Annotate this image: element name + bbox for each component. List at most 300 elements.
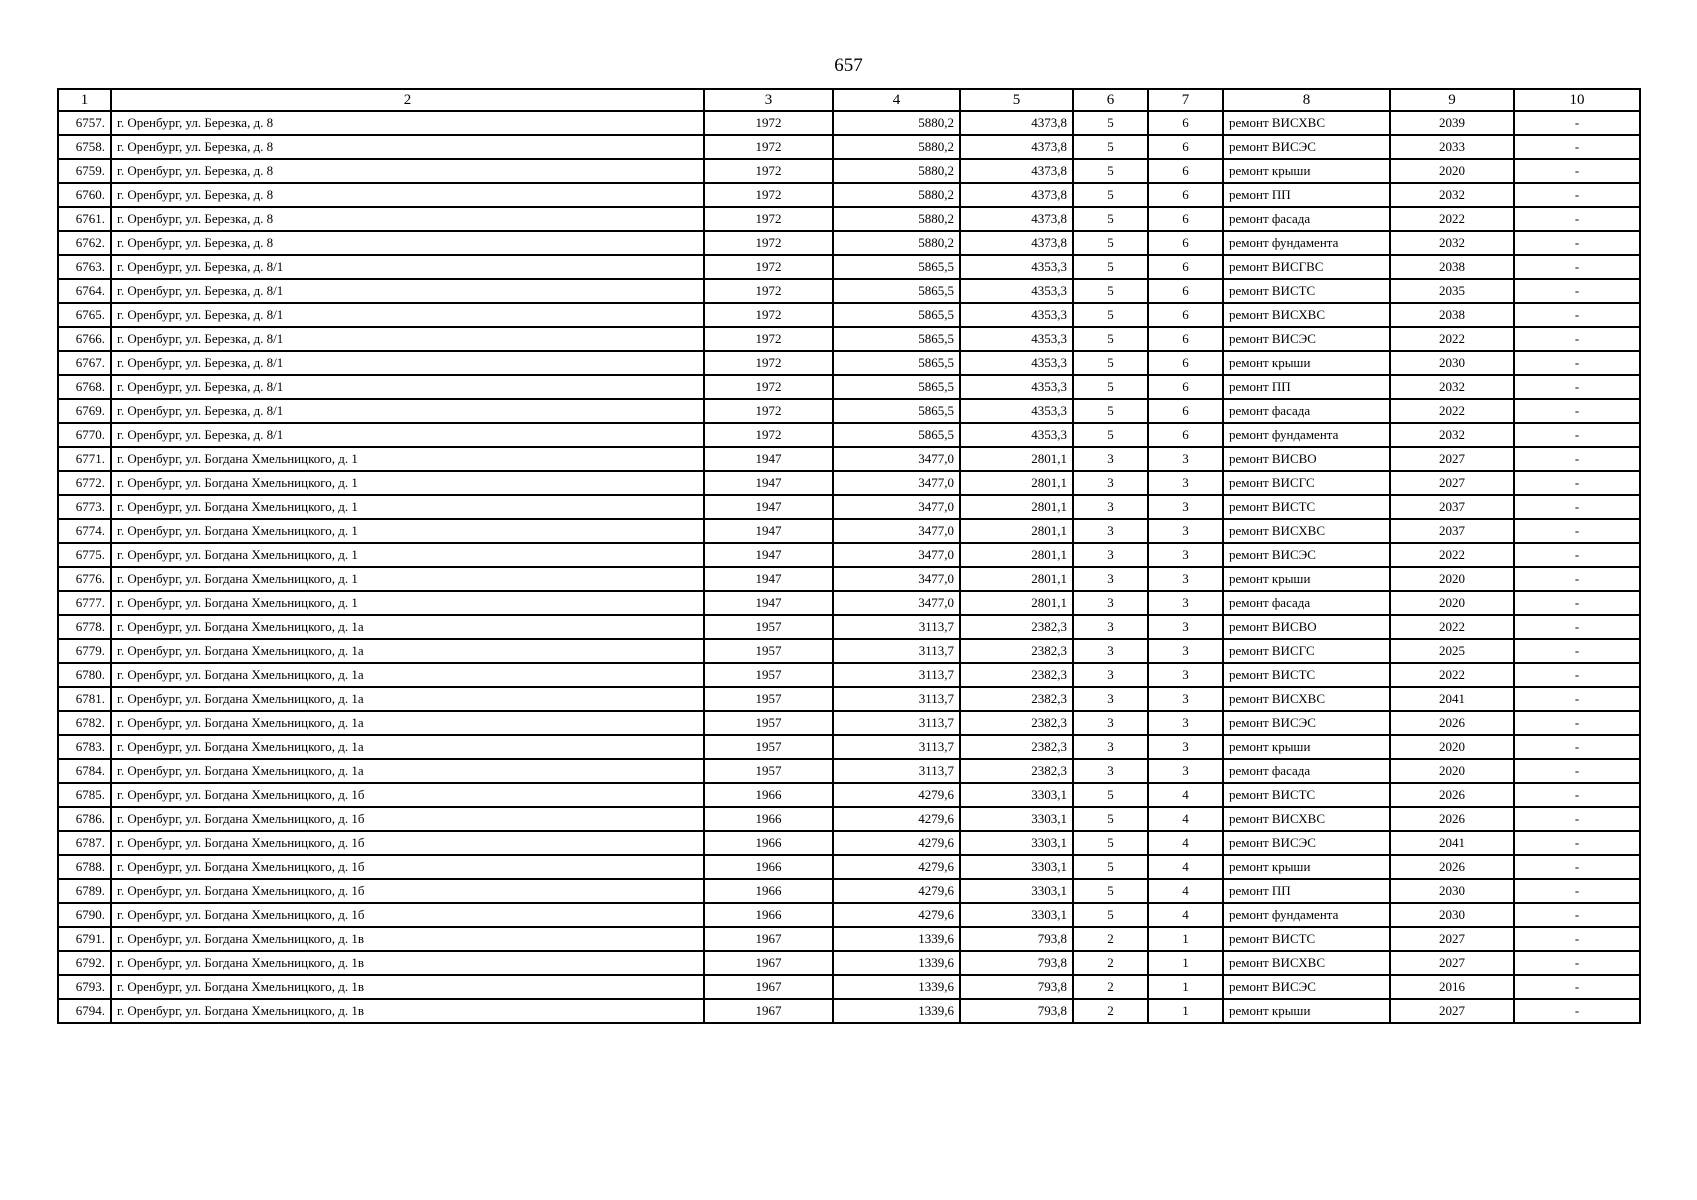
table-cell: 5 xyxy=(1073,351,1148,375)
table-cell: ремонт крыши xyxy=(1223,159,1390,183)
table-cell: 3 xyxy=(1073,615,1148,639)
table-cell: 6773. xyxy=(58,495,111,519)
table-cell: 2027 xyxy=(1390,927,1514,951)
table-cell: 6784. xyxy=(58,759,111,783)
table-cell: 2041 xyxy=(1390,687,1514,711)
table-cell: г. Оренбург, ул. Богдана Хмельницкого, д. 1а xyxy=(111,687,704,711)
table-cell: 6780. xyxy=(58,663,111,687)
table-cell: 6763. xyxy=(58,255,111,279)
table-cell: - xyxy=(1514,975,1640,999)
table-cell: - xyxy=(1514,543,1640,567)
table-cell: 6759. xyxy=(58,159,111,183)
table-cell: - xyxy=(1514,231,1640,255)
table-cell: 5 xyxy=(1073,831,1148,855)
table-cell: 3 xyxy=(1148,663,1223,687)
table-cell: 2382,3 xyxy=(960,711,1073,735)
table-cell: - xyxy=(1514,567,1640,591)
table-row xyxy=(58,351,1640,375)
table-cell: - xyxy=(1514,303,1640,327)
table-cell: 3 xyxy=(1148,495,1223,519)
table-cell: 3 xyxy=(1073,711,1148,735)
table-cell: 3303,1 xyxy=(960,831,1073,855)
table-cell: 5 xyxy=(1073,279,1148,303)
table-cell: г. Оренбург, ул. Березка, д. 8/1 xyxy=(111,375,704,399)
table-cell: 1 xyxy=(1148,927,1223,951)
table-cell: 6761. xyxy=(58,207,111,231)
table-cell: 5 xyxy=(1073,879,1148,903)
table-cell: 1972 xyxy=(704,375,833,399)
table-cell: г. Оренбург, ул. Богдана Хмельницкого, д. 1а xyxy=(111,663,704,687)
table-cell: 3 xyxy=(1148,471,1223,495)
table-cell: 6766. xyxy=(58,327,111,351)
table-row xyxy=(58,783,1640,807)
table-cell: 6 xyxy=(1148,279,1223,303)
table-cell: г. Оренбург, ул. Богдана Хмельницкого, д. 1 xyxy=(111,543,704,567)
table-cell: 1972 xyxy=(704,423,833,447)
table-cell: - xyxy=(1514,711,1640,735)
table-cell: 5865,5 xyxy=(833,327,960,351)
table-cell: 1972 xyxy=(704,111,833,135)
table-cell: 3 xyxy=(1148,543,1223,567)
table-cell: 2038 xyxy=(1390,303,1514,327)
table-cell: 1972 xyxy=(704,207,833,231)
table-cell: 5880,2 xyxy=(833,135,960,159)
table-cell: г. Оренбург, ул. Богдана Хмельницкого, д. 1б xyxy=(111,831,704,855)
table-cell: 2037 xyxy=(1390,519,1514,543)
table-cell: 6786. xyxy=(58,807,111,831)
table-cell: ремонт фундамента xyxy=(1223,231,1390,255)
table-cell: 2801,1 xyxy=(960,447,1073,471)
table-cell: 2037 xyxy=(1390,495,1514,519)
table-cell: г. Оренбург, ул. Богдана Хмельницкого, д. 1а xyxy=(111,735,704,759)
column-header: 6 xyxy=(1073,89,1148,111)
table-cell: ремонт ВИСГС xyxy=(1223,639,1390,663)
table-cell: 6794. xyxy=(58,999,111,1023)
table-cell: 2020 xyxy=(1390,591,1514,615)
table-cell: ремонт фасада xyxy=(1223,399,1390,423)
table-cell: 6757. xyxy=(58,111,111,135)
page-number: 657 xyxy=(834,55,863,76)
table-cell: - xyxy=(1514,879,1640,903)
table-cell: 3 xyxy=(1073,447,1148,471)
table-cell: ремонт ВИСЭС xyxy=(1223,327,1390,351)
table-row xyxy=(58,999,1640,1023)
table-cell: 1 xyxy=(1148,951,1223,975)
table-cell: ремонт ВИСВО xyxy=(1223,447,1390,471)
table-cell: ремонт крыши xyxy=(1223,999,1390,1023)
table-cell: 1972 xyxy=(704,399,833,423)
table-cell: г. Оренбург, ул. Богдана Хмельницкого, д. 1а xyxy=(111,639,704,663)
table-cell: 3477,0 xyxy=(833,447,960,471)
table-cell: - xyxy=(1514,471,1640,495)
table-cell: 1339,6 xyxy=(833,975,960,999)
table-cell: - xyxy=(1514,255,1640,279)
table-cell: ремонт ВИСТС xyxy=(1223,783,1390,807)
table-cell: г. Оренбург, ул. Березка, д. 8 xyxy=(111,111,704,135)
table-cell: 2 xyxy=(1073,975,1148,999)
table-cell: 6775. xyxy=(58,543,111,567)
table-cell: ремонт фасада xyxy=(1223,591,1390,615)
table-cell: 2382,3 xyxy=(960,663,1073,687)
table-cell: 3 xyxy=(1148,615,1223,639)
table-cell: 5880,2 xyxy=(833,111,960,135)
table-cell: 3477,0 xyxy=(833,495,960,519)
table-row xyxy=(58,903,1640,927)
table-cell: 1 xyxy=(1148,999,1223,1023)
table-cell: 6 xyxy=(1148,231,1223,255)
table-cell: 1972 xyxy=(704,303,833,327)
table-cell: г. Оренбург, ул. Богдана Хмельницкого, д. 1а xyxy=(111,711,704,735)
table-cell: 4353,3 xyxy=(960,423,1073,447)
table-cell: 6783. xyxy=(58,735,111,759)
table-cell: ремонт ВИСХВС xyxy=(1223,519,1390,543)
table-cell: 1947 xyxy=(704,471,833,495)
table-cell: 3113,7 xyxy=(833,711,960,735)
table-cell: 5 xyxy=(1073,159,1148,183)
table-cell: 3 xyxy=(1073,591,1148,615)
table-cell: 2026 xyxy=(1390,855,1514,879)
table-cell: 3 xyxy=(1148,567,1223,591)
table-cell: 5865,5 xyxy=(833,399,960,423)
table-cell: 1947 xyxy=(704,495,833,519)
table-cell: 4373,8 xyxy=(960,135,1073,159)
table-cell: 1972 xyxy=(704,279,833,303)
table-cell: 2801,1 xyxy=(960,495,1073,519)
table-cell: г. Оренбург, ул. Богдана Хмельницкого, д. 1 xyxy=(111,519,704,543)
column-header: 3 xyxy=(704,89,833,111)
table-cell: 2801,1 xyxy=(960,543,1073,567)
table-cell: 1972 xyxy=(704,135,833,159)
table-cell: 1966 xyxy=(704,879,833,903)
table-row xyxy=(58,807,1640,831)
table-cell: 6 xyxy=(1148,207,1223,231)
table-cell: ремонт крыши xyxy=(1223,855,1390,879)
table-cell: г. Оренбург, ул. Березка, д. 8 xyxy=(111,159,704,183)
table-cell: 3 xyxy=(1073,519,1148,543)
table-cell: 5880,2 xyxy=(833,231,960,255)
table-cell: 2032 xyxy=(1390,231,1514,255)
column-header: 5 xyxy=(960,89,1073,111)
table-cell: 2382,3 xyxy=(960,615,1073,639)
table-cell: 3303,1 xyxy=(960,879,1073,903)
table-cell: 4279,6 xyxy=(833,783,960,807)
table-cell: ремонт ВИСТС xyxy=(1223,495,1390,519)
table-cell: 1339,6 xyxy=(833,999,960,1023)
table-cell: 5 xyxy=(1073,111,1148,135)
table-cell: 5 xyxy=(1073,255,1148,279)
table-row xyxy=(58,159,1640,183)
table-cell: 2382,3 xyxy=(960,759,1073,783)
table-cell: 4373,8 xyxy=(960,111,1073,135)
table-cell: 6760. xyxy=(58,183,111,207)
table-cell: 4279,6 xyxy=(833,855,960,879)
table-cell: - xyxy=(1514,111,1640,135)
table-cell: - xyxy=(1514,159,1640,183)
table-row xyxy=(58,567,1640,591)
table-cell: 5865,5 xyxy=(833,375,960,399)
table-cell: 1957 xyxy=(704,711,833,735)
table-cell: 2801,1 xyxy=(960,591,1073,615)
table-cell: 1957 xyxy=(704,759,833,783)
column-header: 1 xyxy=(58,89,111,111)
table-row xyxy=(58,327,1640,351)
table-cell: ремонт фундамента xyxy=(1223,903,1390,927)
table-row xyxy=(58,519,1640,543)
table-cell: 3 xyxy=(1073,639,1148,663)
table-cell: ремонт ВИСГВС xyxy=(1223,255,1390,279)
table-cell: 3303,1 xyxy=(960,855,1073,879)
table-cell: 2382,3 xyxy=(960,639,1073,663)
table-cell: 2025 xyxy=(1390,639,1514,663)
table-cell: ремонт фасада xyxy=(1223,207,1390,231)
table-cell: 5 xyxy=(1073,135,1148,159)
table-cell: 2382,3 xyxy=(960,687,1073,711)
table-cell: г. Оренбург, ул. Березка, д. 8/1 xyxy=(111,279,704,303)
table-cell: 4353,3 xyxy=(960,351,1073,375)
table-cell: 5 xyxy=(1073,327,1148,351)
table-row xyxy=(58,879,1640,903)
table-cell: - xyxy=(1514,351,1640,375)
table-row xyxy=(58,711,1640,735)
table-row xyxy=(58,927,1640,951)
table-cell: 3 xyxy=(1148,687,1223,711)
table-cell: ремонт ВИСЭС xyxy=(1223,711,1390,735)
table-cell: 3 xyxy=(1148,447,1223,471)
table-cell: 3477,0 xyxy=(833,591,960,615)
table-cell: 3 xyxy=(1073,543,1148,567)
table-cell: 6 xyxy=(1148,159,1223,183)
table-cell: 3477,0 xyxy=(833,567,960,591)
table-cell: 1967 xyxy=(704,999,833,1023)
column-header: 2 xyxy=(111,89,704,111)
table-cell: 2801,1 xyxy=(960,519,1073,543)
table-cell: 4279,6 xyxy=(833,807,960,831)
table-row xyxy=(58,183,1640,207)
table-cell: ремонт ВИСЭС xyxy=(1223,831,1390,855)
table-cell: ремонт ПП xyxy=(1223,375,1390,399)
table-cell: г. Оренбург, ул. Березка, д. 8/1 xyxy=(111,351,704,375)
table-cell: 2026 xyxy=(1390,807,1514,831)
table-cell: г. Оренбург, ул. Богдана Хмельницкого, д. 1б xyxy=(111,903,704,927)
table-cell: 3 xyxy=(1073,471,1148,495)
table-cell: г. Оренбург, ул. Березка, д. 8 xyxy=(111,183,704,207)
table-cell: ремонт ВИСТС xyxy=(1223,663,1390,687)
table-row xyxy=(58,279,1640,303)
table-cell: - xyxy=(1514,135,1640,159)
table-cell: 2 xyxy=(1073,927,1148,951)
header-row xyxy=(58,89,1640,111)
table-row xyxy=(58,423,1640,447)
table-cell: - xyxy=(1514,639,1640,663)
table-cell: 4 xyxy=(1148,831,1223,855)
table-cell: 5 xyxy=(1073,183,1148,207)
table-cell: г. Оренбург, ул. Богдана Хмельницкого, д. 1в xyxy=(111,975,704,999)
table-cell: 5 xyxy=(1073,423,1148,447)
table-cell: 4279,6 xyxy=(833,903,960,927)
table-cell: 3 xyxy=(1148,591,1223,615)
table-cell: 2382,3 xyxy=(960,735,1073,759)
table-cell: 5865,5 xyxy=(833,423,960,447)
table-cell: 6 xyxy=(1148,351,1223,375)
table-cell: 1339,6 xyxy=(833,927,960,951)
table-cell: ремонт фасада xyxy=(1223,759,1390,783)
table-row xyxy=(58,471,1640,495)
table-cell: 5 xyxy=(1073,783,1148,807)
table-cell: 2030 xyxy=(1390,351,1514,375)
table-cell: 5880,2 xyxy=(833,159,960,183)
table-body xyxy=(58,111,1640,1023)
table-cell: ремонт ВИСХВС xyxy=(1223,687,1390,711)
table-cell: ремонт ВИСТС xyxy=(1223,279,1390,303)
table-cell: 2032 xyxy=(1390,375,1514,399)
table-cell: 1967 xyxy=(704,951,833,975)
table-cell: 5 xyxy=(1073,399,1148,423)
table-cell: г. Оренбург, ул. Березка, д. 8/1 xyxy=(111,255,704,279)
table-cell: - xyxy=(1514,663,1640,687)
table-cell: - xyxy=(1514,999,1640,1023)
table-cell: 1972 xyxy=(704,327,833,351)
table-cell: 4353,3 xyxy=(960,327,1073,351)
table-cell: 3477,0 xyxy=(833,543,960,567)
table-cell: ремонт ВИСХВС xyxy=(1223,303,1390,327)
column-header: 9 xyxy=(1390,89,1514,111)
table-cell: 4353,3 xyxy=(960,303,1073,327)
table-cell: 5 xyxy=(1073,807,1148,831)
table-cell: 3 xyxy=(1148,519,1223,543)
table-cell: ремонт фундамента xyxy=(1223,423,1390,447)
table-cell: 4353,3 xyxy=(960,255,1073,279)
table-cell: 6771. xyxy=(58,447,111,471)
table-cell: ремонт крыши xyxy=(1223,351,1390,375)
table-row xyxy=(58,687,1640,711)
table-cell: г. Оренбург, ул. Березка, д. 8/1 xyxy=(111,423,704,447)
table-cell: - xyxy=(1514,735,1640,759)
table-cell: 1 xyxy=(1148,975,1223,999)
table-cell: 4 xyxy=(1148,783,1223,807)
table-cell: 793,8 xyxy=(960,927,1073,951)
table-cell: 793,8 xyxy=(960,975,1073,999)
table-cell: 5865,5 xyxy=(833,303,960,327)
table-cell: г. Оренбург, ул. Березка, д. 8 xyxy=(111,207,704,231)
repair-schedule-table xyxy=(57,88,1641,1024)
table-row xyxy=(58,375,1640,399)
table-cell: г. Оренбург, ул. Березка, д. 8/1 xyxy=(111,399,704,423)
table-cell: г. Оренбург, ул. Богдана Хмельницкого, д. 1 xyxy=(111,447,704,471)
table-cell: 2020 xyxy=(1390,759,1514,783)
table-cell: 2038 xyxy=(1390,255,1514,279)
table-cell: 2022 xyxy=(1390,327,1514,351)
table-cell: - xyxy=(1514,495,1640,519)
table-cell: 4 xyxy=(1148,855,1223,879)
table-row xyxy=(58,543,1640,567)
table-cell: 3 xyxy=(1148,735,1223,759)
table-cell: 1947 xyxy=(704,543,833,567)
table-cell: 3477,0 xyxy=(833,519,960,543)
table-cell: ремонт ВИСХВС xyxy=(1223,111,1390,135)
table-cell: 6767. xyxy=(58,351,111,375)
table-cell: ремонт ПП xyxy=(1223,879,1390,903)
table-cell: 1947 xyxy=(704,591,833,615)
table-cell: 6792. xyxy=(58,951,111,975)
table-cell: 6764. xyxy=(58,279,111,303)
table-cell: 2 xyxy=(1073,999,1148,1023)
table-cell: 3 xyxy=(1073,663,1148,687)
table-cell: 6781. xyxy=(58,687,111,711)
table-row xyxy=(58,231,1640,255)
table-cell: 1957 xyxy=(704,735,833,759)
table-cell: 4 xyxy=(1148,807,1223,831)
table-cell: 6 xyxy=(1148,303,1223,327)
table-cell: - xyxy=(1514,615,1640,639)
table-cell: 5 xyxy=(1073,303,1148,327)
table-row xyxy=(58,615,1640,639)
table-cell: 6 xyxy=(1148,111,1223,135)
table-cell: 1972 xyxy=(704,351,833,375)
table-cell: г. Оренбург, ул. Березка, д. 8/1 xyxy=(111,303,704,327)
table-cell: 6 xyxy=(1148,375,1223,399)
table-cell: 2027 xyxy=(1390,447,1514,471)
table-row xyxy=(58,663,1640,687)
table-cell: г. Оренбург, ул. Богдана Хмельницкого, д. 1 xyxy=(111,471,704,495)
table-cell: 2801,1 xyxy=(960,567,1073,591)
table-cell: 3113,7 xyxy=(833,735,960,759)
table-cell: 3 xyxy=(1073,735,1148,759)
table-cell: - xyxy=(1514,783,1640,807)
table-cell: - xyxy=(1514,807,1640,831)
table-cell: 6785. xyxy=(58,783,111,807)
table-cell: 2027 xyxy=(1390,999,1514,1023)
table-cell: 6787. xyxy=(58,831,111,855)
table-cell: 1957 xyxy=(704,663,833,687)
table-cell: - xyxy=(1514,687,1640,711)
table-cell: 2026 xyxy=(1390,783,1514,807)
table-cell: 6 xyxy=(1148,255,1223,279)
table-cell: 6778. xyxy=(58,615,111,639)
table-cell: г. Оренбург, ул. Богдана Хмельницкого, д. 1б xyxy=(111,855,704,879)
table-cell: - xyxy=(1514,951,1640,975)
table-cell: 5865,5 xyxy=(833,255,960,279)
table-row xyxy=(58,111,1640,135)
table-cell: 2032 xyxy=(1390,423,1514,447)
table-cell: 3113,7 xyxy=(833,687,960,711)
table-cell: - xyxy=(1514,327,1640,351)
table-cell: 1947 xyxy=(704,519,833,543)
table-cell: - xyxy=(1514,903,1640,927)
table-cell: 1957 xyxy=(704,687,833,711)
table-cell: 3 xyxy=(1073,495,1148,519)
column-header: 8 xyxy=(1223,89,1390,111)
table-cell: г. Оренбург, ул. Богдана Хмельницкого, д. 1а xyxy=(111,615,704,639)
table-cell: - xyxy=(1514,207,1640,231)
table-cell: - xyxy=(1514,183,1640,207)
table-cell: 793,8 xyxy=(960,999,1073,1023)
table-cell: ремонт ВИСГС xyxy=(1223,471,1390,495)
table-cell: 3303,1 xyxy=(960,807,1073,831)
table-row xyxy=(58,831,1640,855)
table-cell: 2033 xyxy=(1390,135,1514,159)
table-cell: 1972 xyxy=(704,255,833,279)
table-cell: 4353,3 xyxy=(960,375,1073,399)
table-cell: 3303,1 xyxy=(960,903,1073,927)
table-cell: 5 xyxy=(1073,207,1148,231)
table-cell: г. Оренбург, ул. Богдана Хмельницкого, д. 1в xyxy=(111,999,704,1023)
table-cell: 6 xyxy=(1148,399,1223,423)
table-cell: 1967 xyxy=(704,927,833,951)
column-header: 10 xyxy=(1514,89,1640,111)
table-cell: 4 xyxy=(1148,879,1223,903)
table-cell: 6791. xyxy=(58,927,111,951)
table-cell: 4373,8 xyxy=(960,159,1073,183)
